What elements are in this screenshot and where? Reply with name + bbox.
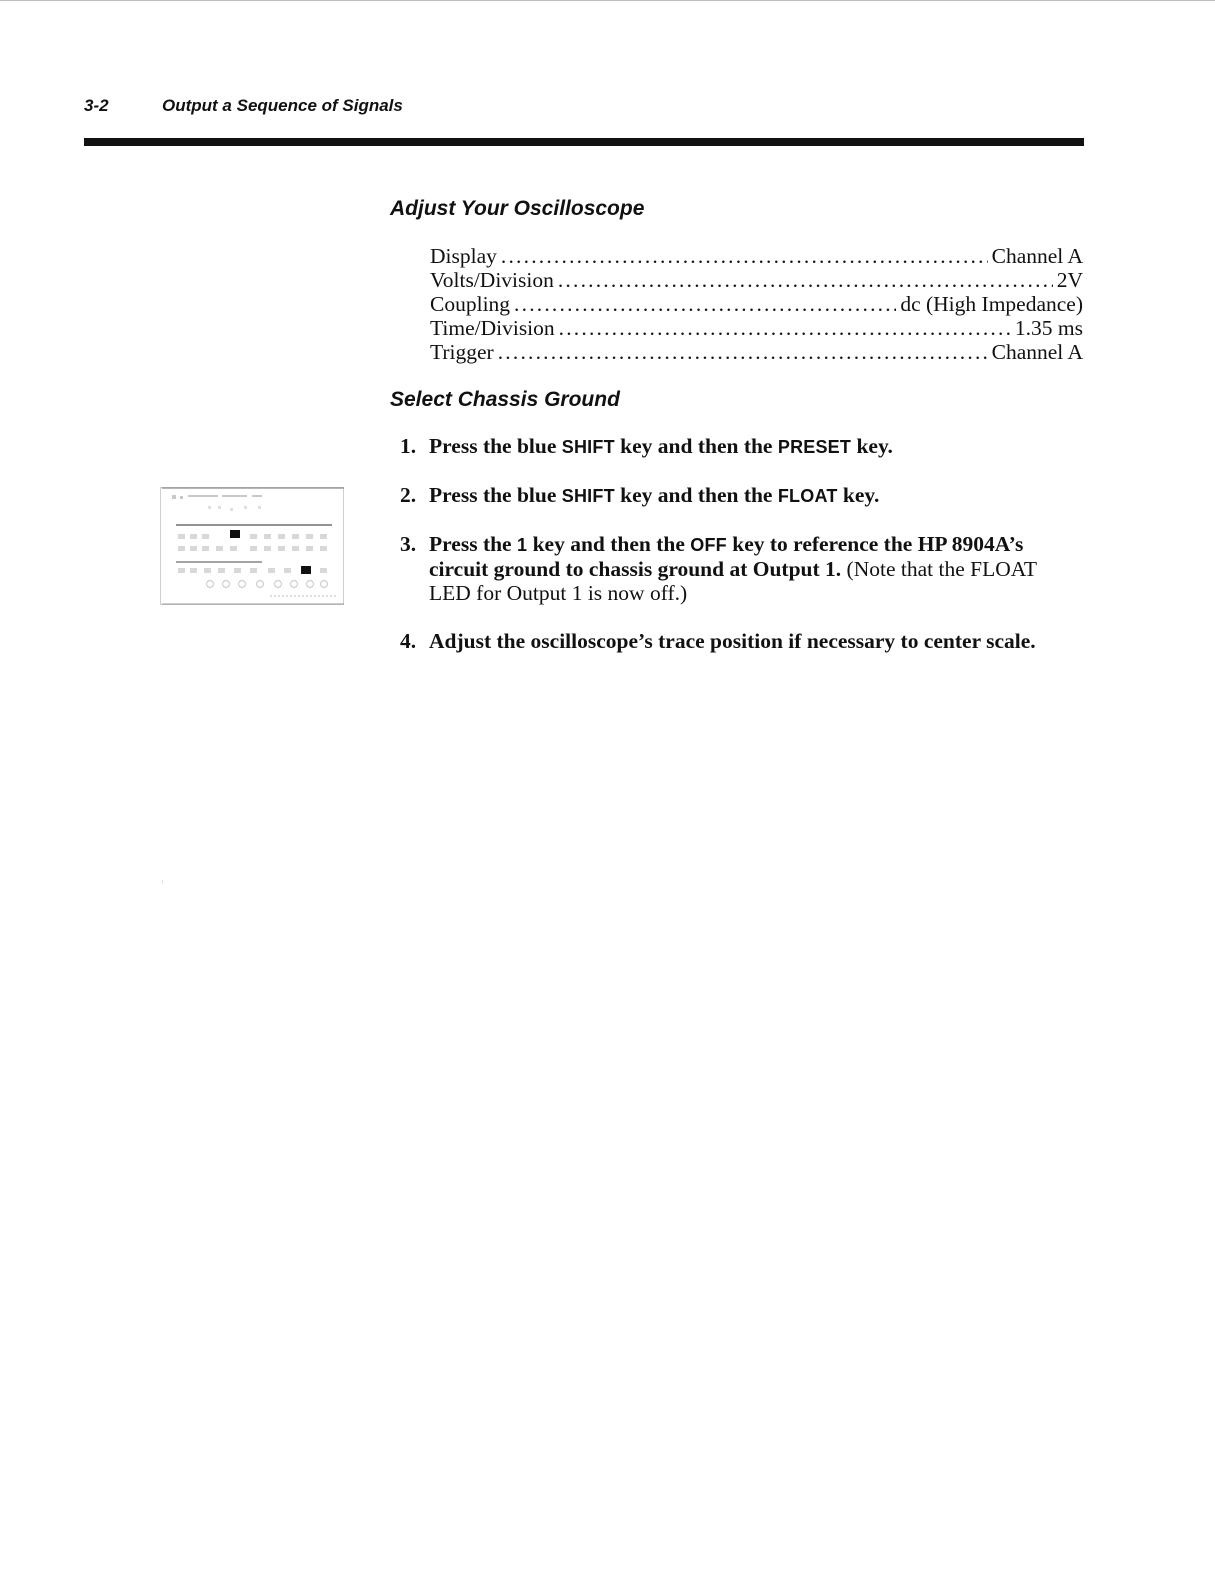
setting-label: Trigger xyxy=(430,340,494,364)
header-rule xyxy=(84,138,1084,146)
front-panel-illustration xyxy=(160,484,346,608)
setting-row-trigger xyxy=(430,340,1083,364)
float-key-label: FLOAT xyxy=(777,486,838,506)
setting-row-display xyxy=(430,244,1083,268)
setting-label: Coupling xyxy=(430,292,511,316)
panel-label-text xyxy=(172,495,262,499)
page-header-title: Output a Sequence of Signals xyxy=(162,96,403,115)
oscilloscope-settings xyxy=(430,244,1083,364)
setting-label: Volts/Division xyxy=(430,268,554,292)
shift-key-highlight xyxy=(230,530,240,538)
setting-label: Display xyxy=(430,244,497,268)
step-text: Press the blue SHIFT key and then the PRESET key. xyxy=(429,434,893,458)
setting-label: Time/Division xyxy=(430,316,555,340)
step-text: Press the blue SHIFT key and then the FLOAT key. xyxy=(429,483,880,507)
step-number: 1. xyxy=(400,434,417,458)
chassis-ground-steps xyxy=(400,434,1083,677)
step-4 xyxy=(400,629,1083,653)
leader-dots xyxy=(559,316,1011,340)
setting-row-coupling xyxy=(430,292,1083,316)
step-1 xyxy=(400,434,1083,459)
step-text: Adjust the oscilloscope’s trace position if necessary to center scale. xyxy=(429,629,1036,653)
page-top-edge xyxy=(0,0,1215,1)
leader-dots xyxy=(498,340,988,364)
setting-row-volts-division xyxy=(430,268,1083,292)
step-2 xyxy=(400,483,1083,508)
off-key-label: OFF xyxy=(690,535,727,555)
setting-row-time-division xyxy=(430,316,1083,340)
page-number: 3-2 xyxy=(84,96,109,115)
step-number: 2. xyxy=(400,483,417,507)
setting-value: 1.35 ms xyxy=(1014,316,1083,340)
leader-dots xyxy=(501,244,988,268)
leader-dots xyxy=(558,268,1053,292)
setting-value: 2V xyxy=(1056,268,1083,292)
leader-dots xyxy=(514,292,896,316)
step-text: Press the 1 key and then the OFF key to reference the HP 8904A’s circuit ground to chassis ground at Output 1. (Note that the FLOAT LED for Output 1 is now off.) xyxy=(429,532,1037,605)
step-number: 4. xyxy=(400,629,417,653)
setting-value: Channel A xyxy=(991,340,1083,364)
setting-value: dc (High Impedance) xyxy=(900,292,1083,316)
float-key-highlight xyxy=(301,566,311,574)
panel-connectors xyxy=(207,581,328,588)
step-note: (Note that the FLOAT LED for Output 1 is now off.) xyxy=(429,557,1037,605)
one-key-label: 1 xyxy=(516,535,528,555)
scan-speck xyxy=(162,880,163,884)
oscilloscope-heading: Adjust Your Oscilloscope xyxy=(390,197,645,220)
step-number: 3. xyxy=(400,532,417,556)
setting-value: Channel A xyxy=(991,244,1083,268)
shift-key-label: SHIFT xyxy=(561,437,615,457)
panel-display-dots xyxy=(208,506,261,511)
preset-key-label: PRESET xyxy=(777,437,852,457)
chassis-ground-heading: Select Chassis Ground xyxy=(390,388,620,411)
shift-key-label: SHIFT xyxy=(561,486,615,506)
step-3 xyxy=(400,532,1083,605)
